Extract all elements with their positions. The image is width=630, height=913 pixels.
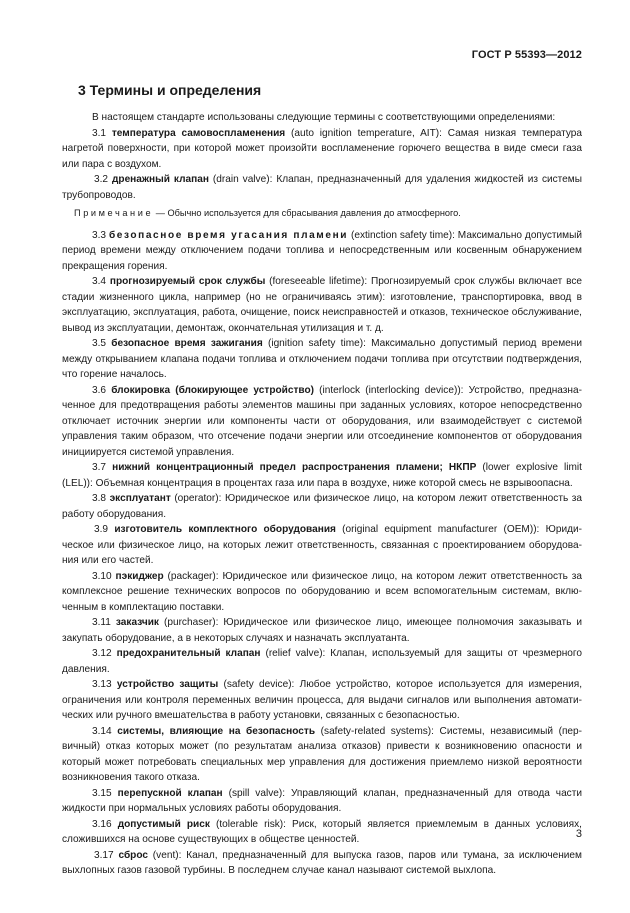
term-name: перепускной клапан — [117, 787, 223, 799]
term-name: безопасное время зажигания — [111, 338, 263, 349]
intro-paragraph: В настоящем стандарте использованы следующие термины с соответствующими определениями: — [92, 112, 556, 123]
term-name: безопасное время угасания пламени — [108, 229, 349, 241]
term-name: системы, влияющие на безопасность — [117, 725, 316, 737]
term-name: дренажный клапан — [112, 174, 209, 185]
term-3-15: 3.15 перепускной клапан (spill valve): Управляющий клапан, предназначенный для отвода части жидкости при нормальных условиях работы оборудования. — [62, 787, 582, 814]
page-number: 3 — [575, 828, 582, 840]
term-name: блокировка (блокирующее устройство) — [111, 384, 315, 396]
term-name: допустимый риск — [117, 818, 210, 830]
note-label: Примечание — [74, 208, 154, 218]
term-3-5: 3.5 безопасное время зажигания (ignition safety time): Максимально допустимый период времени между открыванием клапана подачи топлива и отключением подачи топлива при отсутствии подтверждения, что горение началось. — [62, 338, 582, 380]
document-body — [62, 110, 582, 879]
term-3-1: 3.1 температура самовоспламенения (auto ignition temperature, AIT): Самая низкая температура нагретой поверхности, при которой может произойти воспламенение горючего вещества в виде смеси газа или пара с воздухом. — [62, 127, 582, 170]
term-name: предохранительный клапан — [116, 648, 261, 659]
term-name: сброс — [118, 849, 148, 861]
term-3-10: 3.10 пэкиджер (packager): Юридическое или физическое лицо, на котором лежит ответственность за комплексное решение технических вопросов по оборудованию и всем вспомогательным системам, включенным в комплектацию поставки. — [62, 570, 583, 613]
note: Примечание — Обычно используется для сбрасывания давления до атмосферного. — [74, 208, 461, 218]
term-name: эксплуатант — [109, 493, 171, 504]
term-3-3: 3.3 безопасное время угасания пламени (extinction safety time): Максимально допустимый период времени между отключением подачи топлива и непосредственным или косвенным обнаружением прекращения горения. — [62, 229, 582, 272]
term-name: изготовитель комплектного оборудования — [114, 524, 336, 535]
term-3-8: 3.8 эксплуатант (operator): Юридическое или физическое лицо, на котором лежит ответственность за работу оборудования. — [62, 493, 582, 520]
term-name: прогнозируемый срок службы — [109, 276, 266, 287]
term-3-11: 3.11 заказчик (purchaser): Юридическое или физическое лицо, имеющее полномочия заказывать и закупать оборудование, а в некоторых случаях и назначать эксплуатанта. — [62, 617, 582, 644]
term-3-16: 3.16 допустимый риск (tolerable risk): Риск, который является приемлемым в данных условиях, сложившихся на основе существующих в обществе ценностей. — [62, 818, 582, 845]
term-3-7: 3.7 нижний концентрационный предел распространения пламени; НКПР (lower explosive limit (LEL)): Объемная концентрация в процентах газа или пара в воздухе, ниже которой смесь не взрывоопасна. — [62, 462, 582, 489]
term-name: нижний концентрационный предел распространения пламени; НКПР — [112, 462, 477, 473]
term-name: пэкиджер — [115, 570, 164, 582]
term-name: устройство защиты — [116, 679, 219, 690]
standard-code: ГОСТ Р 55393—2012 — [471, 49, 582, 61]
term-3-12: 3.12 предохранительный клапан (relief valve): Клапан, используемый для защиты от чрезмерного давления. — [62, 648, 582, 675]
term-name: температура самовоспламенения — [111, 127, 286, 139]
term-3-14: 3.14 системы, влияющие на безопасность (safety-related systems): Системы, независимый (первичный) отказ которых может (по результатам анализа отказов) привести к возникновению опасности и который может потребовать специальных мер управления для достижения приемлемо низкой вероятности возникновения такого отказа. — [62, 725, 583, 783]
term-3-13: 3.13 устройство защиты (safety device): Любое устройство, которое используется для измерения, ограничения или контроля переменных величин процесса, для выдачи сигналов или выполнения автоматических или ручного вмешательства в работу установки, связанных с безопасностью. — [62, 679, 582, 721]
term-name: заказчик — [115, 617, 159, 628]
term-3-2: 3.2 дренажный клапан (drain valve): Клапан, предназначенный для удаления жидкостей из системы трубопроводов. — [62, 174, 582, 201]
term-3-6: 3.6 блокировка (блокирующее устройство) (interlock (interlocking device)): Устройство, предназначенное для предотвращения работы элементов машины при заданных условиях, которое непосредственно отключает источник энергии или компоненты части от оборудования, или взаимодействует с системой управления таким образом, что отсечение подачи энергии или отсоединение компонентов от оборудования инициируется системой управления. — [62, 384, 582, 458]
term-3-4: 3.4 прогнозируемый срок службы (foreseeable lifetime): Прогнозируемый срок службы включает все стадии жизненного цикла, например (но не ограничиваясь этим): изготовление, транспортировка, ввод в эксплуатацию, эксплуатация, работа, очищение, поиск неисправностей и отказов, техническое обслуживание, вывод из эксплуатации, демонтаж, окончательная утилизация и т. д. — [62, 276, 582, 334]
term-3-9: 3.9 изготовитель комплектного оборудования (original equipment manufacturer (OEM)): Юридическое или физическое лицо, на которых лежит ответственность, связанная с проектированием оборудования или его частей. — [62, 524, 582, 566]
term-3-17: 3.17 сброс (vent): Канал, предназначенный для выпуска газов, паров или тумана, за исключением выхлопных газов газовой турбины. В последнем случае канал называют системой выхлопа. — [62, 849, 582, 876]
section-title: 3 Термины и определения — [78, 82, 262, 98]
